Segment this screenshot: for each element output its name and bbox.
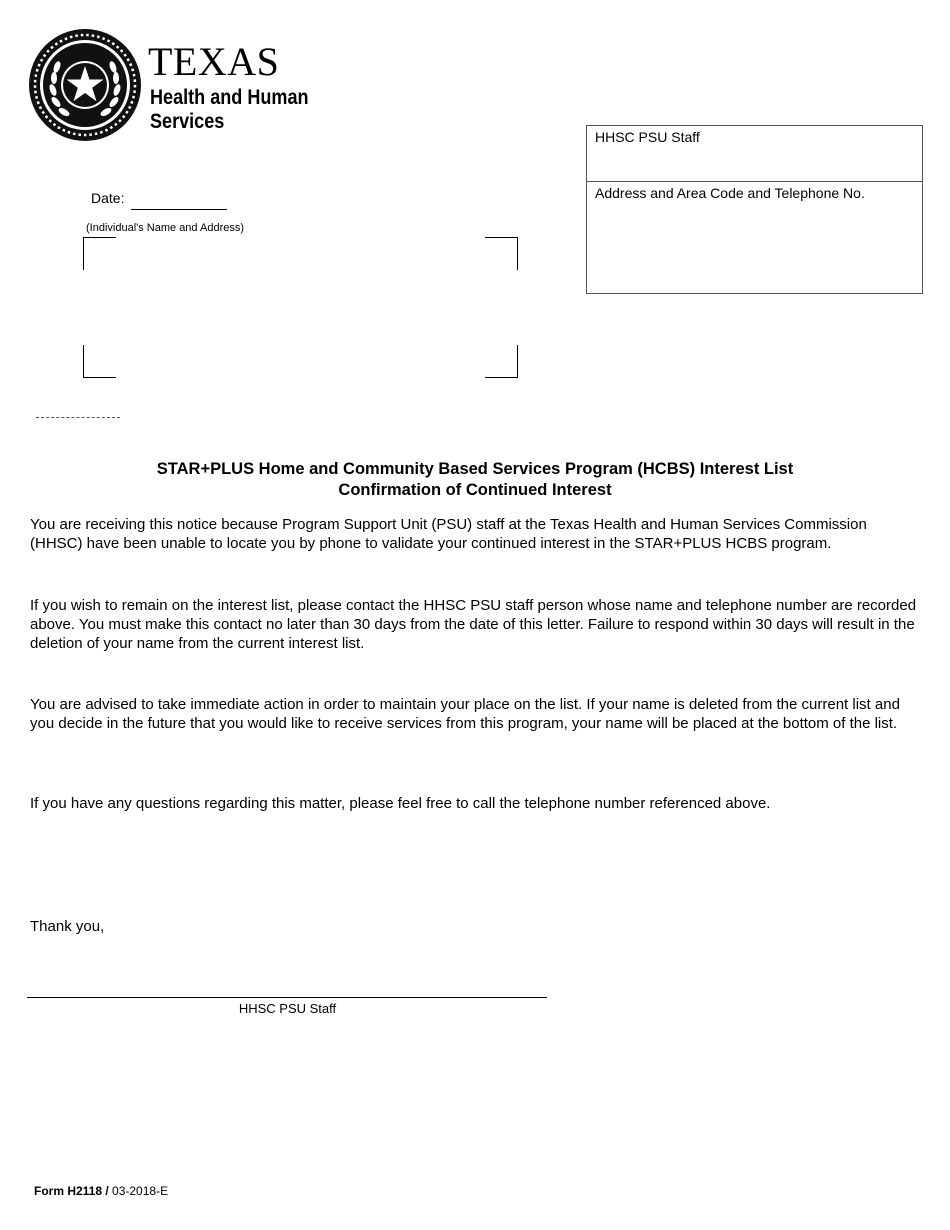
staff-info-box: [586, 125, 923, 294]
corner-mark-top-right: [485, 237, 518, 270]
divider-dashed: [36, 417, 120, 418]
paragraph-3: You are advised to take immediate action in order to maintain your place on the list. If your name is deleted from the current list and you decide in the future that you would like to receive services from this program, your name will be placed at the bottom of the list.: [30, 696, 900, 732]
logo-subtitle-line2: Services: [150, 110, 225, 133]
address-label: Address and Area Code and Telephone No.: [595, 185, 865, 201]
name-address-label: (Individual's Name and Address): [86, 222, 245, 234]
form-footer: [34, 1184, 168, 1198]
staff-label: HHSC PSU Staff: [595, 129, 700, 145]
form-number: Form H2118 /: [34, 1184, 109, 1198]
corner-mark-top-left: [83, 237, 116, 270]
corner-mark-bottom-left: [83, 345, 116, 378]
date-field[interactable]: [131, 209, 227, 210]
paragraph-4: If you have any questions regarding this matter, please feel free to call the telephone number referenced above.: [30, 795, 771, 812]
paragraph-1: You are receiving this notice because Program Support Unit (PSU) staff at the Texas Health and Human Services Commission (HHSC) have been unable to locate you by phone to validate your continued interest in the STAR+PLUS HCBS program.: [30, 516, 867, 552]
staff-name-field[interactable]: [587, 126, 922, 182]
logo-title: TEXAS: [148, 39, 280, 84]
logo-subtitle-line1: Health and Human: [150, 86, 309, 109]
signature-line[interactable]: [27, 997, 547, 998]
signature-label: HHSC PSU Staff: [238, 1001, 337, 1016]
title-line1: STAR+PLUS Home and Community Based Services Program (HCBS) Interest List: [156, 460, 794, 478]
closing-text: Thank you,: [30, 918, 105, 935]
corner-mark-bottom-right: [485, 345, 518, 378]
texas-seal-icon: [28, 28, 142, 142]
date-label: Date:: [91, 190, 125, 206]
paragraph-2: If you wish to remain on the interest list, please contact the HHSC PSU staff person whose name and telephone number are recorded above. You must make this contact no later than 30 days from the date of this letter. Failure to respond within 30 days will result in the deletion of your name from the current interest list.: [30, 597, 917, 652]
document-title: [0, 459, 950, 501]
staff-address-field[interactable]: [587, 182, 922, 204]
logo-subtitle: [150, 86, 309, 134]
form-revision: 03-2018-E: [108, 1184, 169, 1198]
title-line2: Confirmation of Continued Interest: [338, 481, 612, 499]
